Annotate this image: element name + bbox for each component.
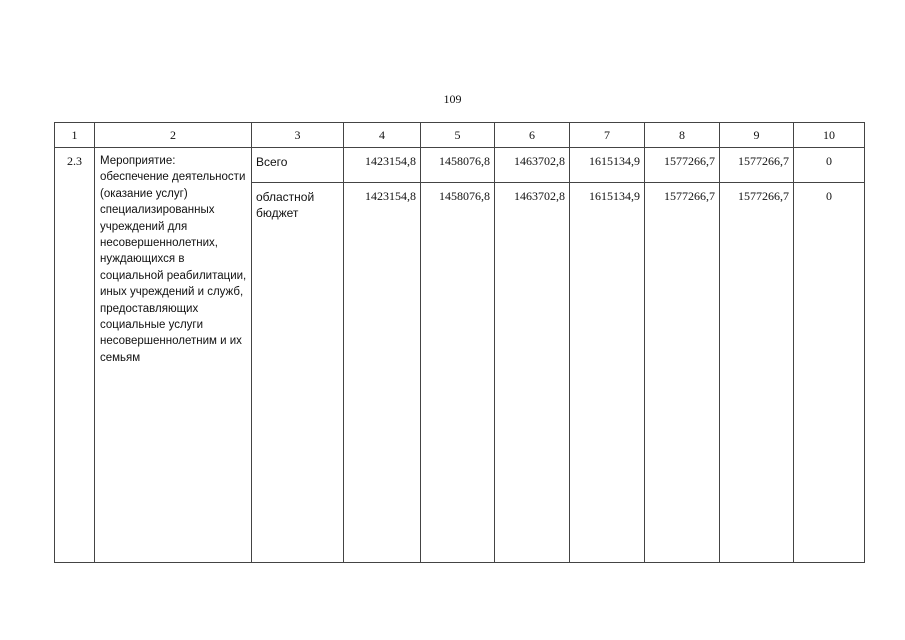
table-row-total xyxy=(55,148,865,183)
header-cell: 6 xyxy=(495,123,570,148)
value-cell: 1423154,8 xyxy=(344,183,421,563)
row-description: Мероприятие: обеспечение деятельности (оказание услуг) специализированных учреждений для несовершеннолетних, нуждающихся в социальной реабилитации, иных учреждений и служб, предоставляющих социальные услуги несовершеннолетним и их семьям xyxy=(95,148,252,563)
value-cell: 0 xyxy=(794,183,865,563)
value-cell: 1577266,7 xyxy=(645,148,720,183)
header-cell: 8 xyxy=(645,123,720,148)
value-cell: 1458076,8 xyxy=(421,148,495,183)
header-cell: 7 xyxy=(570,123,645,148)
header-cell: 5 xyxy=(421,123,495,148)
value-cell: 1577266,7 xyxy=(720,148,794,183)
budget-table xyxy=(54,122,865,563)
header-cell: 10 xyxy=(794,123,865,148)
funding-source: областной бюджет xyxy=(252,183,344,563)
value-cell: 1463702,8 xyxy=(495,183,570,563)
value-cell: 1577266,7 xyxy=(720,183,794,563)
page-number: 109 xyxy=(443,92,462,106)
header-cell: 3 xyxy=(252,123,344,148)
value-cell: 0 xyxy=(794,148,865,183)
value-cell: 1458076,8 xyxy=(421,183,495,563)
value-cell: 1423154,8 xyxy=(344,148,421,183)
header-cell: 2 xyxy=(95,123,252,148)
funding-source: Всего xyxy=(252,148,344,183)
value-cell: 1615134,9 xyxy=(570,148,645,183)
header-cell: 9 xyxy=(720,123,794,148)
value-cell: 1463702,8 xyxy=(495,148,570,183)
value-cell: 1615134,9 xyxy=(570,183,645,563)
header-cell: 1 xyxy=(55,123,95,148)
row-code: 2.3 xyxy=(55,148,95,563)
table-header-row xyxy=(55,123,865,148)
header-cell: 4 xyxy=(344,123,421,148)
value-cell: 1577266,7 xyxy=(645,183,720,563)
